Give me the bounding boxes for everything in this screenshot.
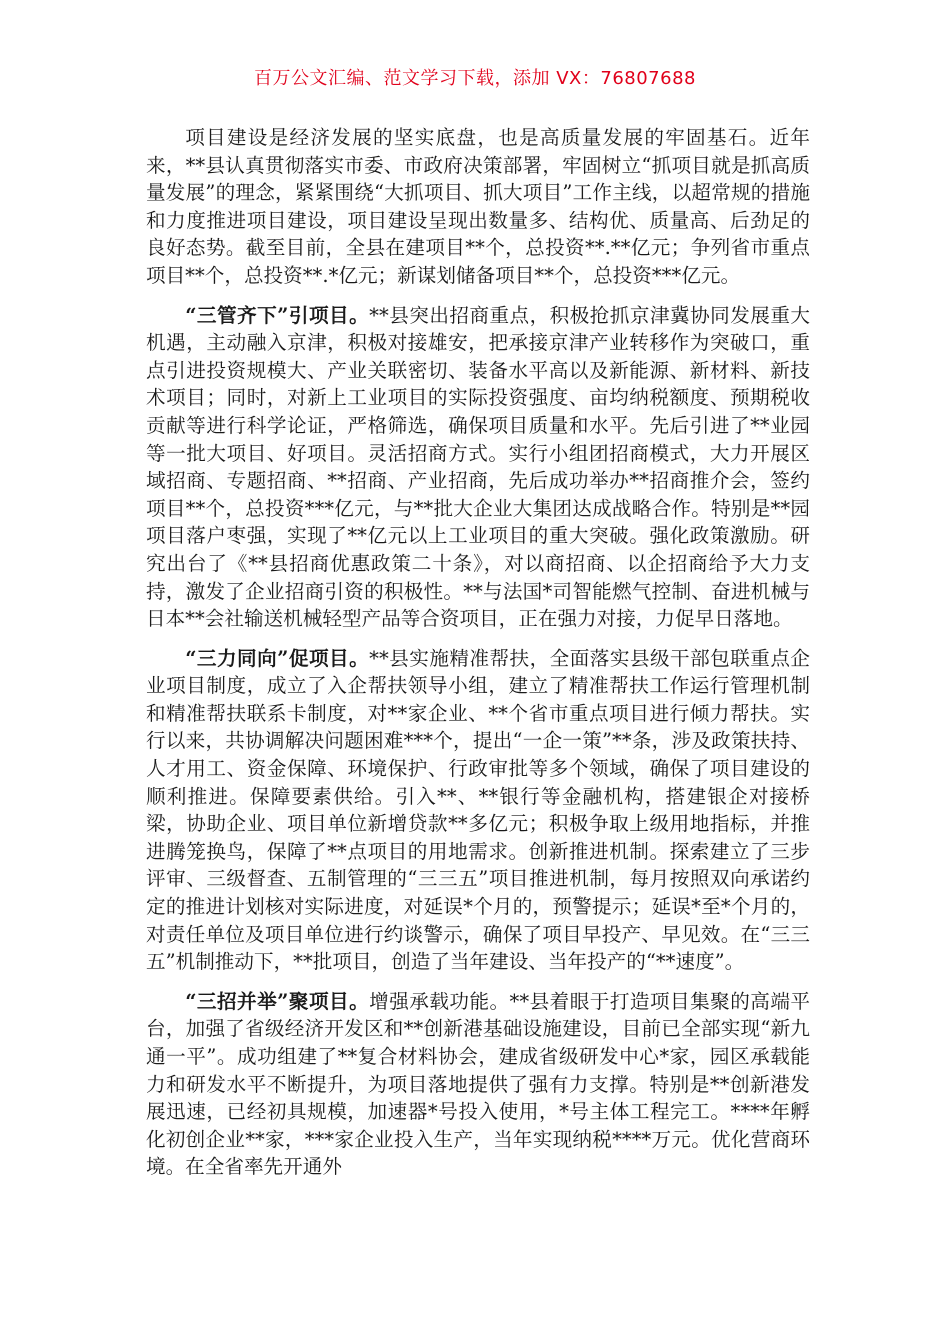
section-text: 增强承载功能。**县着眼于打造项目集聚的高端平台，加强了省级经济开发区和**创新港基础设施建设，目前已全部实现“新九通一平”。成功组建了**复合材料协会，建成省级研发中心*家，园区承载能力和研发水平不断提升，为项目落地提供了强有力支撑。特别是**创新港发展迅速，已经初具规模，加速器*号投入使用，*号主体工程完工。****年孵化初创企业**家，***家企业投入生产，当年实现纳税****万元。优化营商环境。在全省率先开通外 [146, 989, 810, 1179]
download-banner: 百万公文汇编、范文学习下载，添加 VX：76807688 [254, 68, 696, 89]
section-heading: “三招并举”聚项目。 [185, 989, 370, 1013]
document-body [146, 124, 810, 1193]
section-paragraph-introduce-projects [146, 302, 810, 633]
section-heading: “三力同向”促项目。 [185, 646, 370, 670]
section-text: **县突出招商重点，积极抢抓京津冀协同发展重大机遇，主动融入京津，积极对接雄安，把承接京津产业转移作为突破口，重点引进投资规模大、产业关联密切、装备水平高以及新能源、新材料、新技术项目；同时，对新上工业项目的实际投资强度、亩均纳税额度、预期税收贡献等进行科学论证，严格筛选，确保项目质量和水平。先后引进了**业园等一批大项目、好项目。灵活招商方式。实行小组团招商模式，大力开展区域招商、专题招商、**招商、产业招商，先后成功举办**招商推介会，签约项目**个，总投资***亿元，与**批大企业大集团达成战略合作。特别是**园项目落户枣强，实现了**亿元以上工业项目的重大突破。强化政策激励。研究出台了《**县招商优惠政策二十条》，对以商招商、以企招商给予大力支持，激发了企业招商引资的积极性。**与法国*司智能燃气控制、奋进机械与日本**会社输送机械轻型产品等合资项目，正在强力对接，力促早日落地。 [146, 303, 810, 631]
section-heading: “三管齐下”引项目。 [185, 303, 370, 327]
intro-paragraph: 项目建设是经济发展的坚实底盘，也是高质量发展的牢固基石。近年来，**县认真贯彻落实市委、市政府决策部署，牢固树立“抓项目就是抓高质量发展”的理念，紧紧围绕“大抓项目、抓大项目”工作主线，以超常规的措施和力度推进项目建设，项目建设呈现出数量多、结构优、质量高、后劲足的良好态势。截至目前，全县在建项目**个，总投资**.**亿元；争列省市重点项目**个，总投资**.*亿元；新谋划储备项目**个，总投资***亿元。 [146, 126, 810, 287]
section-paragraph-promote-projects [146, 645, 810, 976]
section-paragraph-gather-projects [146, 988, 810, 1181]
section-text: **县实施精准帮扶，全面落实县级干部包联重点企业项目制度，成立了入企帮扶领导小组，建立了精准帮扶工作运行管理机制和精准帮扶联系卡制度，对**家企业、**个省市重点项目进行倾力帮扶。实行以来，共协调解决问题困难***个，提出“一企一策”**条，涉及政策扶持、人才用工、资金保障、环境保护、行政审批等多个领域，确保了项目建设的顺利推进。保障要素供给。引入**、**银行等金融机构，搭建银企对接桥梁，协助企业、项目单位新增贷款**多亿元；积极争取上级用地指标，并推进腾笼换鸟，保障了**点项目的用地需求。创新推进机制。探索建立了三步评审、三级督查、五制管理的“三三五”项目推进机制，每月按照双向承诺约定的推进计划核对实际进度，对延误*个月的，预警提示；延误*至*个月的，对责任单位及项目单位进行约谈警示，确保了项目早投产、早见效。在“三三五”机制推动下，**批项目，创造了当年建设、当年投产的“**速度”。 [146, 646, 810, 974]
